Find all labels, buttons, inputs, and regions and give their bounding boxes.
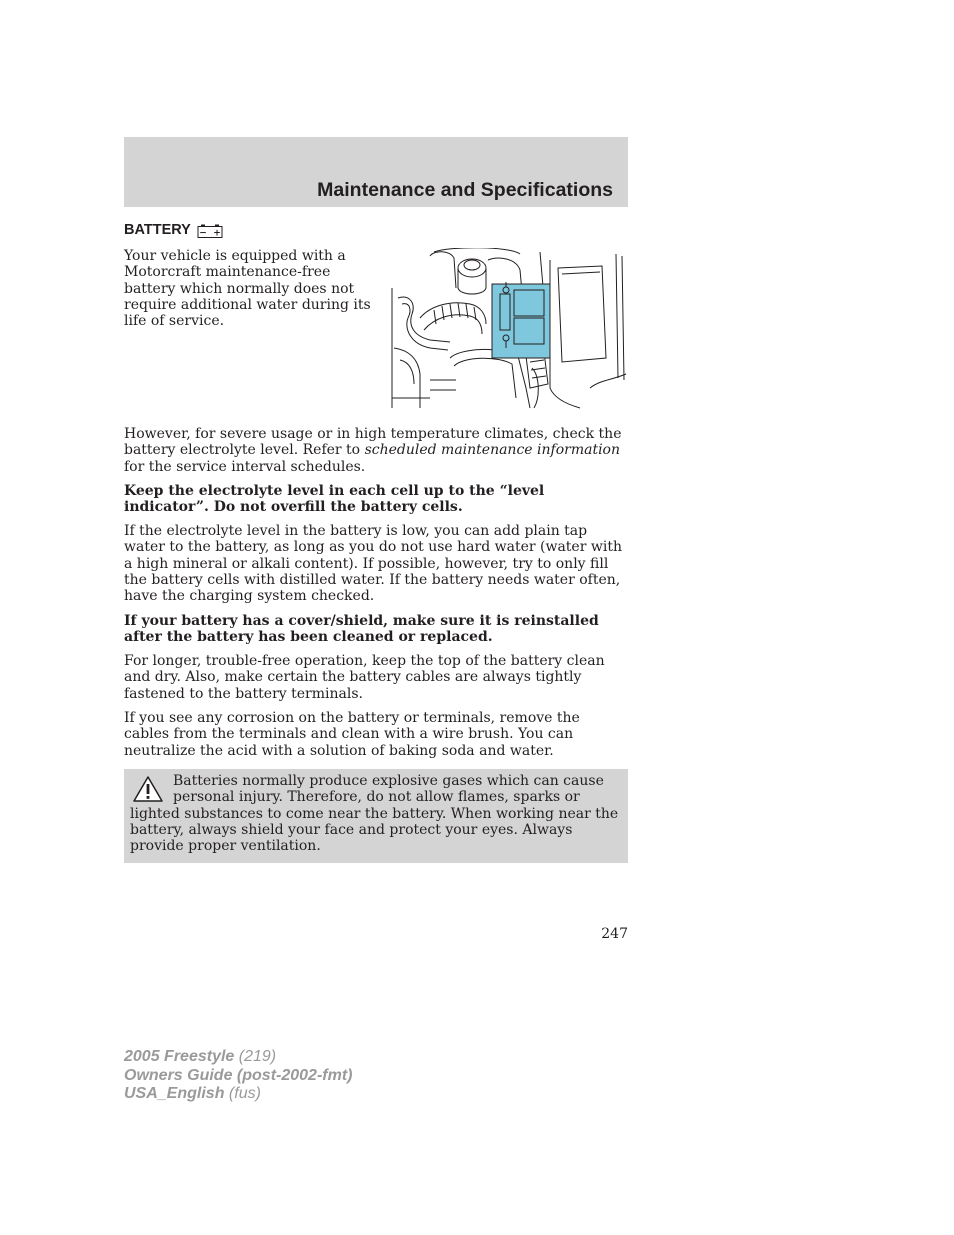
footer-doc-info xyxy=(124,1048,352,1104)
warning-text: Batteries normally produce explosive gases which can cause personal injury. Therefore, do not allow flames, sparks or lighted substances to come near the battery. When working near the battery, always shield your face and protect your eyes. Always provide proper ventilation. xyxy=(130,773,619,855)
footer-line-3 xyxy=(124,1085,352,1104)
section-heading-text: BATTERY xyxy=(124,222,191,238)
battery-icon-minus: − xyxy=(199,228,207,238)
footer-language-code: (fus) xyxy=(224,1085,261,1102)
section-heading xyxy=(124,222,223,238)
paragraph-add-water: If the electrolyte level in the battery is low, you can add plain tap water to the battery, as long as you do not use hard water (water with a high mineral or alkali content). If possible, however, try to only fill the battery cells with distilled water. If the battery needs water often, have the charging system checked. xyxy=(124,523,622,605)
footer-line-1 xyxy=(124,1048,352,1067)
header-band xyxy=(124,137,628,207)
paragraph-electrolyte-level: Keep the electrolyte level in each cell up to the “level indicator”. Do not overfill the battery cells. xyxy=(124,483,545,516)
paragraph-trouble-free: For longer, trouble-free operation, keep the top of the battery clean and dry. Also, make certain the battery cables are always tightly fastened to the battery terminals. xyxy=(124,653,605,702)
page-number: 247 xyxy=(601,926,628,942)
paragraph-corrosion: If you see any corrosion on the battery or terminals, remove the cables from the terminals and clean with a wire brush. You can neutralize the acid with a solution of baking soda and water. xyxy=(124,710,580,759)
battery-icon-plus: + xyxy=(213,228,221,238)
warning-box xyxy=(124,769,628,863)
scheduled-maintenance-reference: scheduled maintenance information xyxy=(364,442,620,459)
footer-line-2 xyxy=(124,1067,352,1086)
intro-paragraph: Your vehicle is equipped with a Motorcraft maintenance-free battery which normally does not require additional water during its life of service. xyxy=(124,248,371,330)
page-title: Maintenance and Specifications xyxy=(317,179,613,201)
engine-compartment-battery-illustration xyxy=(390,248,628,410)
footer-language: USA_English xyxy=(124,1085,225,1102)
footer-model: 2005 Freestyle xyxy=(124,1048,235,1065)
paragraph-severe-usage xyxy=(124,426,628,475)
battery-icon xyxy=(197,224,223,238)
footer-model-code: (219) xyxy=(234,1048,277,1065)
paragraph-cover-shield: If your battery has a cover/shield, make sure it is reinstalled after the battery has been cleaned or replaced. xyxy=(124,613,599,646)
p1-text-after: for the service interval schedules. xyxy=(124,458,366,475)
p1-text-before: However, for severe usage or in high temperature climates, check the battery electrolyte level. Refer to xyxy=(124,426,622,459)
footer-guide: Owners Guide (post-2002-fmt) xyxy=(124,1066,353,1084)
